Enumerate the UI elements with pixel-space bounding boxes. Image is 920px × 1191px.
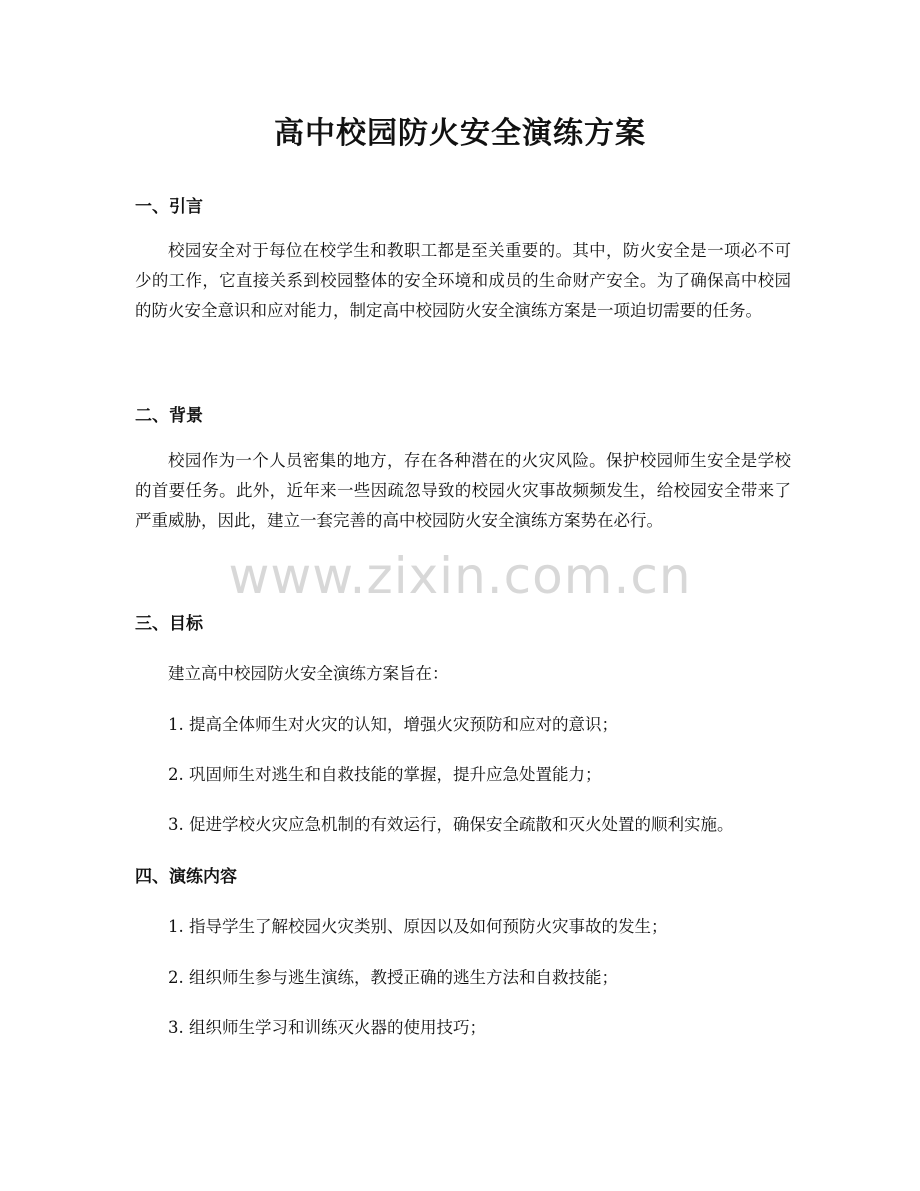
watermark: www.zixin.com.cn [228, 547, 692, 605]
goal-item-2: 2. 巩固师生对逃生和自救技能的掌握，提升应急处置能力； [168, 765, 602, 784]
section-heading-background: 二、背景 [135, 406, 203, 426]
background-paragraph: 校园作为一个人员密集的地方，存在各种潜在的火灾风险。保护校园师生安全是学校的首要任务。此外，近年来一些因疏忽导致的校园火灾事故频频发生，给校园安全带来了严重威胁，因此，建立一套完善的高中校园防火安全演练方案势在必行。 [135, 451, 791, 530]
introduction-paragraph: 校园安全对于每位在校学生和教职工都是至关重要的。其中，防火安全是一项必不可少的工作，它直接关系到校园整体的安全环境和成员的生命财产安全。为了确保高中校园的防火安全意识和应对能力，制定高中校园防火安全演练方案是一项迫切需要的任务。 [135, 241, 791, 320]
section-heading-drill-content: 四、演练内容 [135, 867, 237, 887]
goal-item-1: 1. 提高全体师生对火灾的认知，增强火灾预防和应对的意识； [168, 715, 618, 734]
goals-intro: 建立高中校园防火安全演练方案旨在： [168, 664, 449, 683]
section-heading-goals: 三、目标 [135, 614, 203, 634]
drill-item-1: 1. 指导学生了解校园火灾类别、原因以及如何预防火灾事故的发生； [168, 917, 668, 936]
drill-item-3: 3. 组织师生学习和训练灭火器的使用技巧； [168, 1018, 486, 1037]
document-title: 高中校园防火安全演练方案 [274, 116, 646, 151]
section-heading-introduction: 一、引言 [135, 197, 203, 217]
goal-item-3: 3. 促进学校火灾应急机制的有效运行，确保安全疏散和灭火处置的顺利实施。 [168, 815, 734, 834]
drill-item-2: 2. 组织师生参与逃生演练，教授正确的逃生方法和自救技能； [168, 968, 618, 987]
